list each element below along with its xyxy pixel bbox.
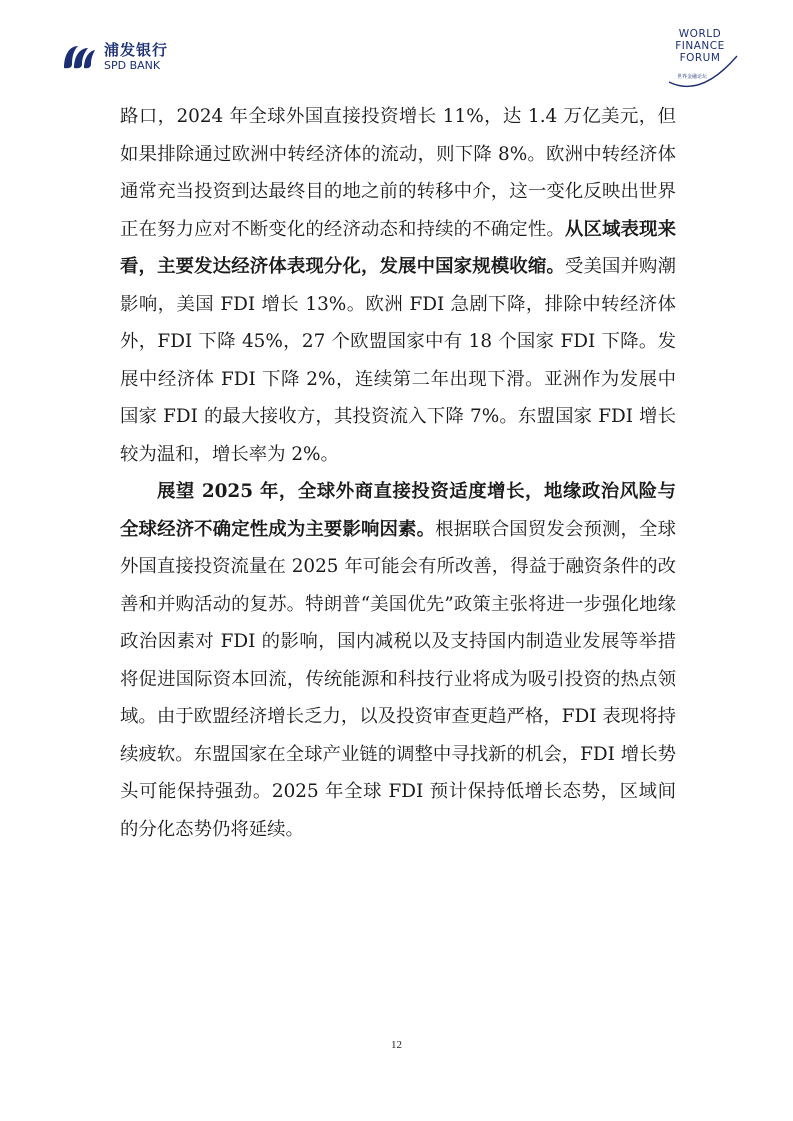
spd-bank-logo-icon bbox=[60, 42, 98, 72]
paragraph-2-bold-text: 展望 2025 年，全球外商直接投资适度增长，地缘政治风险与全球经济不确定性成为主要影响因素。 bbox=[120, 481, 676, 540]
wff-line-world: WORLD bbox=[678, 28, 722, 40]
spd-bank-logo bbox=[60, 42, 168, 72]
spd-bank-name-cn: 浦发银行 bbox=[104, 41, 169, 59]
paragraph-1-bold-text: 从区域表现来看，主要发达经济体表现分化，发展中国家规模收缩。 bbox=[120, 218, 676, 277]
paragraph-2-tail-text: 根据联合国贸发会预测，全球外国直接投资流量在 2025 年可能会有所改善，得益于融资条件的改善和并购活动的复苏。特朗普“美国优先”政策主张将进一步强化地缘政治因素对 FDI 的影响，国内减税以及支持国内制造业发展等举措将促进国际资本回流，传统能源和科技行业将成为吸引投资的热点领域。由于欧盟经济增长乏力，以及投资审查更趋严格，FDI 表现将持续疲软。东盟国家在全球产业链的调整中寻找新的机会，FDI 增长势头可能保持强劲。2025 年全球 FDI 预计保持低增长态势，区域间的分化态势仍将延续。 bbox=[120, 518, 676, 840]
paragraph-1 bbox=[120, 98, 676, 473]
world-finance-forum-logo-icon bbox=[655, 48, 745, 93]
world-finance-forum-logo bbox=[655, 28, 745, 88]
page-number: 12 bbox=[391, 1039, 402, 1051]
paragraph-2 bbox=[120, 473, 676, 848]
wff-subtitle: 世界金融论坛 bbox=[677, 74, 708, 80]
paragraph-1-text: 路口，2024 年全球外国直接投资增长 11%，达 1.4 万亿美元，但如果排除通过欧洲中转经济体的流动，则下降 8%。欧洲中转经济体通常充当投资到达最终目的地之前的转移中介，这一变化反映出世界正在努力应对不断变化的经济动态和持续的不确定性。 bbox=[120, 106, 676, 240]
spd-bank-name-en: SPD BANK bbox=[104, 59, 161, 72]
wff-line-finance: FINANCE bbox=[675, 40, 725, 52]
paragraph-1-tail-text: 受美国并购潮影响，美国 FDI 增长 13%。欧洲 FDI 急剧下降，排除中转经济体外，FDI 下降 45%，27 个欧盟国家中有 18 个国家 FDI 下降。发展中经济体 FDI 下降 2%，连续第二年出现下滑。亚洲作为发展中国家 FDI 的最大接收方，其投资流入下降 7%。东盟国家 FDI 增长较为温和，增长率为 2%。 bbox=[120, 256, 676, 465]
main-content bbox=[120, 98, 676, 848]
page-header bbox=[0, 0, 793, 95]
wff-line-forum: FORUM bbox=[679, 52, 721, 64]
